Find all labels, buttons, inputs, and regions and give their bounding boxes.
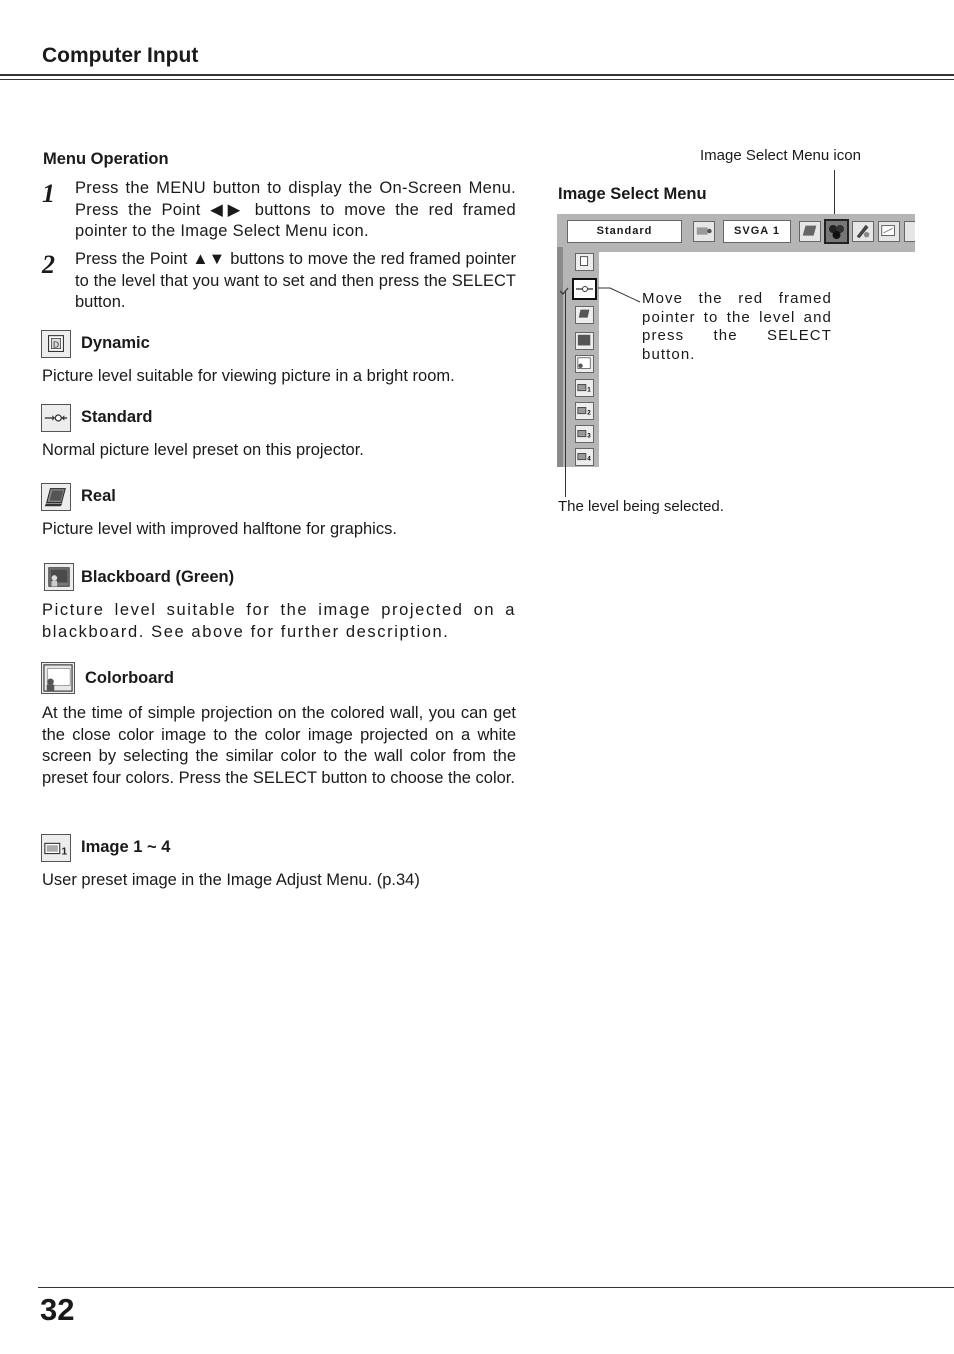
item-title-blackboard: Blackboard (Green)	[81, 568, 235, 586]
header-divider	[0, 74, 954, 76]
osd-level-image-1	[575, 379, 594, 397]
page-header-title: Computer Input	[42, 44, 199, 67]
step-text-2: Press the Point ▲▼ buttons to move the red framed pointer to the level that you want to set and then press the SELECT button.	[75, 250, 516, 312]
item-desc-standard: Normal picture level preset on this projector.	[42, 441, 364, 459]
osd-image-select-icon	[824, 219, 849, 244]
image-preset-icon	[41, 834, 71, 862]
osd-level-dynamic	[575, 253, 594, 271]
colorboard-icon	[41, 662, 75, 694]
osd-next-icon	[904, 221, 915, 242]
callout-line-pointer	[590, 280, 650, 310]
osd-screen-icon	[878, 221, 900, 242]
footer-divider	[38, 1287, 954, 1288]
osd-level-image-4	[575, 448, 594, 466]
callout-pointer-text: Move the red framed pointer to the level and press the SELECT button.	[642, 290, 832, 363]
osd-mode-label: Standard	[567, 220, 682, 243]
item-desc-dynamic: Picture level suitable for viewing picture in a bright room.	[42, 367, 455, 385]
svg-text:4: 4	[587, 455, 591, 463]
osd-list-edge	[557, 247, 563, 467]
item-desc-blackboard: Picture level suitable for the image projected on a blackboard. See above for further description.	[42, 601, 516, 641]
osd-level-colorboard	[575, 355, 594, 373]
callout-selected-text: The level being selected.	[558, 498, 724, 515]
real-icon	[41, 483, 71, 511]
callout-line-selected	[565, 292, 566, 497]
selected-check-icon	[559, 283, 569, 293]
osd-menu-bar	[557, 214, 915, 252]
item-title-colorboard: Colorboard	[85, 669, 174, 687]
callout-image-select-icon: Image Select Menu icon	[700, 147, 861, 164]
step-number-2: 2	[42, 250, 55, 279]
svg-text:D: D	[52, 339, 60, 350]
item-desc-image: User preset image in the Image Adjust Menu. (p.34)	[42, 871, 420, 889]
blackboard-icon	[44, 563, 74, 591]
svg-text:1: 1	[587, 386, 591, 394]
header-divider-thin	[0, 79, 954, 80]
item-title-standard: Standard	[81, 408, 153, 426]
menu-operation-title: Menu Operation	[43, 150, 169, 168]
step-text-1: Press the MENU button to display the On-Screen Menu. Press the Point ◀▶ buttons to move the red framed pointer to the Image Select Menu icon.	[75, 179, 516, 241]
item-desc-colorboard: At the time of simple projection on the colored wall, you can get the close color image to the color image projected on a white screen by selecting the similar color to the wall color from the preset four colors. Press the SELECT button to choose the color.	[42, 704, 516, 788]
osd-level-image-2	[575, 402, 594, 420]
step-number-1: 1	[42, 179, 55, 208]
osd-input-icon	[693, 221, 715, 242]
dynamic-icon	[41, 330, 71, 358]
svg-text:2: 2	[587, 409, 591, 417]
svg-text:1: 1	[61, 846, 68, 858]
osd-level-image-3	[575, 425, 594, 443]
figure-title: Image Select Menu	[558, 185, 707, 203]
osd-signal-label: SVGA 1	[723, 220, 791, 243]
item-desc-real: Picture level with improved halftone for graphics.	[42, 520, 397, 538]
item-title-dynamic: Dynamic	[81, 334, 150, 352]
osd-color-icon	[852, 221, 874, 242]
standard-icon	[41, 404, 71, 432]
osd-real-icon	[799, 221, 821, 242]
svg-text:3: 3	[587, 432, 591, 440]
item-title-real: Real	[81, 487, 116, 505]
page-number: 32	[40, 1292, 75, 1327]
osd-level-blackboard	[575, 332, 594, 350]
item-title-image: Image 1 ~ 4	[81, 838, 171, 856]
